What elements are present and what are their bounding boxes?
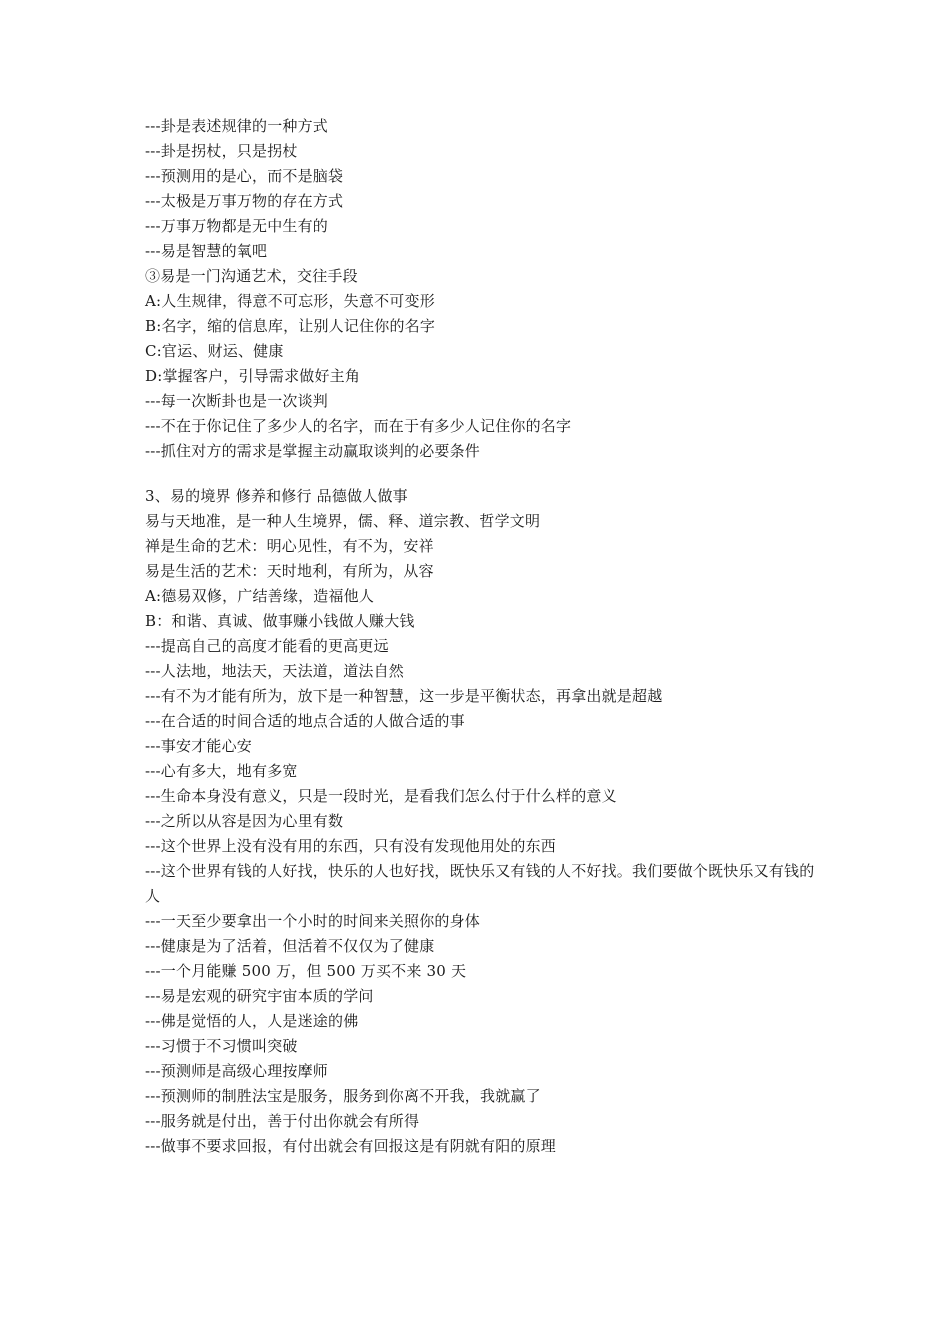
text-line: ---这个世界上没有没有用的东西，只有没有发现他用处的东西 xyxy=(145,837,557,855)
text-line: ---在合适的时间合适的地点合适的人做合适的事 xyxy=(145,712,465,730)
text-line: ---健康是为了活着，但活着不仅仅为了健康 xyxy=(145,937,435,955)
text-line: ---抓住对方的需求是掌握主动赢取谈判的必要条件 xyxy=(145,442,481,460)
section-heading: 3、易的境界 修养和修行 品德做人做事 xyxy=(145,487,408,505)
list-item: C:官运、财运、健康 xyxy=(145,342,284,360)
list-item: A:人生规律，得意不可忘形，失意不可变形 xyxy=(145,292,435,310)
text-line: ---有不为才能有所为，放下是一种智慧，这一步是平衡状态，再拿出就是超越 xyxy=(145,687,663,705)
text-line: ---万事万物都是无中生有的 xyxy=(145,217,329,235)
list-item: D:掌握客户，引导需求做好主角 xyxy=(145,367,361,385)
text-line: ---预测师是高级心理按摩师 xyxy=(145,1062,329,1080)
text-line: ---心有多大，地有多宽 xyxy=(145,762,298,780)
section-2-tail xyxy=(145,114,825,464)
text-line: ---服务就是付出，善于付出你就会有所得 xyxy=(145,1112,420,1130)
text-line: ---之所以从容是因为心里有数 xyxy=(145,812,344,830)
text-line: ---一天至少要拿出一个小时的时间来关照你的身体 xyxy=(145,912,481,930)
text-line: ---易是宏观的研究宇宙本质的学问 xyxy=(145,987,374,1005)
text-line: ---不在于你记住了多少人的名字，而在于有多少人记住你的名字 xyxy=(145,417,572,435)
list-item: B:名字，缩的信息库，让别人记住你的名字 xyxy=(145,317,436,335)
section-3 xyxy=(145,484,825,1159)
text-line: ---生命本身没有意义，只是一段时光，是看我们怎么付于什么样的意义 xyxy=(145,787,617,805)
text-line: ---预测用的是心，而不是脑袋 xyxy=(145,167,344,185)
list-item: A:德易双修，广结善缘，造福他人 xyxy=(145,587,375,605)
text-line: ---事安才能心安 xyxy=(145,737,253,755)
text-line: ---人法地，地法天，天法道，道法自然 xyxy=(145,662,405,680)
text-line: ---易是智慧的氧吧 xyxy=(145,242,268,260)
text-line: ---每一次断卦也是一次谈判 xyxy=(145,392,329,410)
text-line: 易是生活的艺术：天时地利，有所为，从容 xyxy=(145,562,434,580)
text-line: ---佛是觉悟的人，人是迷途的佛 xyxy=(145,1012,359,1030)
text-line: ---卦是拐杖，只是拐杖 xyxy=(145,142,298,160)
text-line: ---预测师的制胜法宝是服务，服务到你离不开我，我就赢了 xyxy=(145,1087,541,1105)
list-item: B：和谐、真诚、做事赚小钱做人赚大钱 xyxy=(145,612,415,630)
text-line: ---一个月能赚 500 万，但 500 万买不来 30 天 xyxy=(145,962,467,980)
text-line: ---太极是万事万物的存在方式 xyxy=(145,192,344,210)
text-line: 禅是生命的艺术：明心见性，有不为，安祥 xyxy=(145,537,434,555)
text-line: ---做事不要求回报，有付出就会有回报这是有阴就有阳的原理 xyxy=(145,1137,557,1155)
text-line: ---卦是表述规律的一种方式 xyxy=(145,117,329,135)
text-line: 易与天地准，是一种人生境界，儒、释、道宗教、哲学文明 xyxy=(145,512,541,530)
paragraph-spacer xyxy=(145,464,825,484)
document-page xyxy=(145,114,825,1159)
text-line-wrapped: ---这个世界有钱的人好找，快乐的人也好找，既快乐又有钱的人不好找。我们要做个既快乐又有钱的人 xyxy=(145,862,815,905)
subsection-heading: ③易是一门沟通艺术，交往手段 xyxy=(145,267,358,285)
text-line: ---提高自己的高度才能看的更高更远 xyxy=(145,637,389,655)
text-line: ---习惯于不习惯叫突破 xyxy=(145,1037,298,1055)
